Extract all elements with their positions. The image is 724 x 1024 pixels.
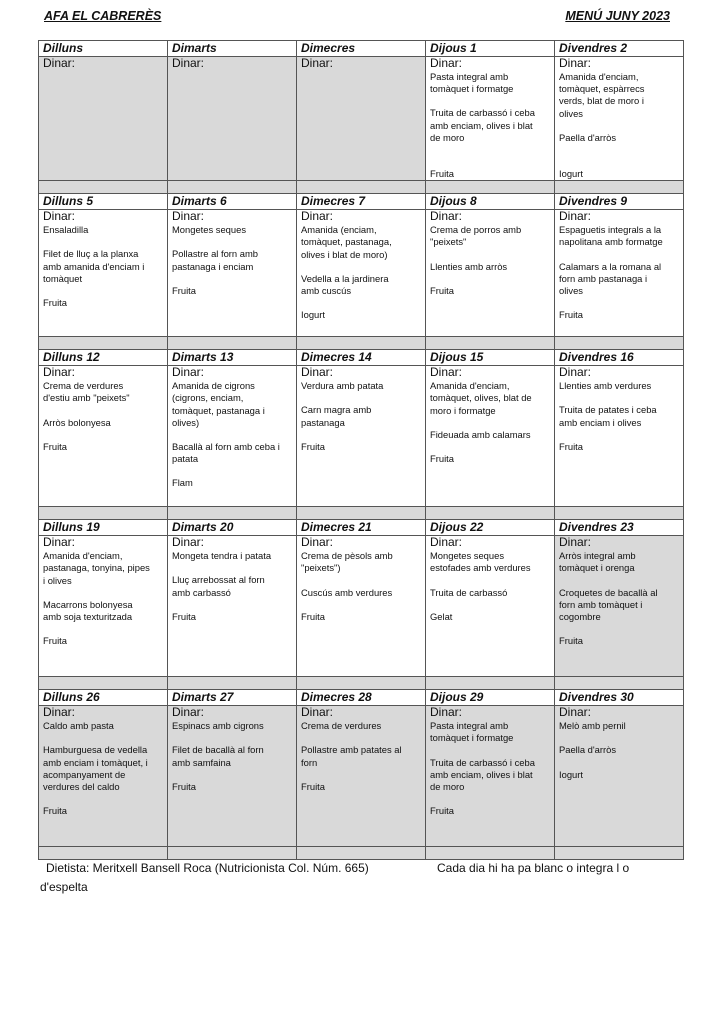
menu-dish: Filet de lluç a la planxa amb amanida d'enciam i tomàquet: [43, 248, 145, 284]
item-spacer: [430, 599, 551, 611]
menu-dish: Paella d'arròs: [559, 131, 617, 143]
day-menu-cell: [555, 706, 684, 847]
menu-dish: Lluç arrebossat al forn amb carbassó: [172, 574, 265, 598]
item-spacer: [301, 429, 422, 441]
week-menu-row: [39, 210, 684, 337]
separator-cell: [39, 181, 168, 194]
day-menu-cell: [555, 366, 684, 507]
day-name: Divendres 30: [555, 690, 684, 706]
separator-cell: [297, 507, 426, 520]
dinar-label: Dinar:: [559, 56, 592, 70]
menu-dish: Crema de pèsols amb "peixets"): [301, 550, 393, 574]
day-menu-cell: [555, 57, 684, 181]
separator-cell: [168, 337, 297, 350]
day-name: Dijous 15: [426, 350, 555, 366]
menu-dish: Croquetes de bacallà al forn amb tomàquet i cogombre: [559, 586, 658, 623]
menu-table: [38, 40, 684, 860]
item-spacer: [172, 273, 293, 285]
item-spacer: [559, 392, 680, 404]
menu-dish: Cuscús amb verdures: [301, 586, 393, 598]
day-name: Dijous 22: [426, 520, 555, 536]
menu-dish: Fruita: [172, 610, 196, 622]
separator-cell: [426, 677, 555, 690]
item-spacer: [430, 417, 551, 429]
menu-dish: Paella d'arròs: [559, 744, 617, 756]
day-menu-cell: [297, 536, 426, 677]
day-menu-cell: [555, 210, 684, 337]
menu-dish: Pollastre amb patates al forn: [301, 744, 402, 768]
menu-dish: Iogurt: [559, 768, 583, 780]
separator-cell: [426, 337, 555, 350]
item-spacer: [301, 575, 422, 587]
menu-dish: Espaguetis integrals a la napolitana amb formatge: [559, 224, 663, 248]
separator-cell: [39, 847, 168, 860]
week-separator-row: [39, 181, 684, 194]
menu-dish: Fruita: [430, 168, 454, 180]
item-spacer: [430, 249, 551, 261]
week-separator-row: [39, 507, 684, 520]
day-menu-cell: [168, 706, 297, 847]
item-spacer: [43, 732, 164, 744]
dinar-label: Dinar:: [430, 56, 463, 70]
separator-cell: [297, 847, 426, 860]
item-spacer: [430, 144, 551, 156]
item-spacer: [559, 249, 680, 261]
item-spacer: [172, 429, 293, 441]
day-menu-cell: [426, 366, 555, 507]
separator-cell: [426, 507, 555, 520]
menu-dish: Flam: [172, 477, 193, 489]
day-menu-cell: [168, 366, 297, 507]
week-menu-row: [39, 536, 684, 677]
item-spacer: [559, 144, 680, 156]
menu-dish: Truita de carbassó i ceba amb enciam, olives i blat de moro: [430, 107, 535, 143]
menu-dish: Truita de patates i ceba amb enciam i olives: [559, 404, 657, 428]
separator-cell: [168, 847, 297, 860]
week-menu-row: [39, 706, 684, 847]
menu-dish: Fruita: [430, 805, 454, 817]
day-menu-cell: [426, 536, 555, 677]
day-menu-cell: [39, 706, 168, 847]
menu-dish: Fruita: [43, 440, 67, 452]
day-menu-cell: [168, 57, 297, 181]
menu-dish: Iogurt: [559, 168, 583, 180]
day-name: Dilluns 5: [39, 194, 168, 210]
item-spacer: [172, 599, 293, 611]
menu-dish: Gelat: [430, 610, 453, 622]
menu-dish: Fruita: [430, 284, 454, 296]
dinar-label: Dinar:: [301, 56, 334, 70]
week-day-header-row: [39, 350, 684, 366]
item-spacer: [43, 429, 164, 441]
menu-dish: Fruita: [559, 309, 583, 321]
separator-cell: [555, 507, 684, 520]
header-menu-title: MENÚ JUNY 2023: [565, 9, 670, 23]
menu-dish: Fruita: [559, 635, 583, 647]
day-name: Dimarts 20: [168, 520, 297, 536]
menu-dish: Crema de verdures d'estiu amb "peixets": [43, 380, 130, 404]
menu-dish: Fruita: [301, 780, 325, 792]
dinar-label: Dinar:: [301, 705, 334, 720]
item-spacer: [301, 599, 422, 611]
item-spacer: [43, 623, 164, 635]
dinar-label: Dinar:: [172, 209, 205, 224]
day-name: Dimecres: [297, 41, 426, 57]
separator-cell: [297, 181, 426, 194]
item-spacer: [430, 745, 551, 757]
menu-dish: Mongeta tendra i patata: [172, 550, 272, 562]
dinar-label: Dinar:: [172, 535, 205, 550]
item-spacer: [172, 769, 293, 781]
item-spacer: [430, 575, 551, 587]
day-menu-cell: [39, 536, 168, 677]
menu-dish: Melò amb pernil: [559, 720, 626, 732]
separator-cell: [555, 181, 684, 194]
menu-dish: Amanida (enciam, tomàquet, pastanaga, olives i blat de moro): [301, 224, 392, 260]
item-spacer: [172, 732, 293, 744]
day-name: Divendres 2: [555, 41, 684, 57]
menu-dish: Pasta integral amb tomàquet i formatge: [430, 720, 514, 744]
menu-dish: Filet de bacallà al forn amb samfaina: [172, 744, 264, 768]
day-name: Dimarts 27: [168, 690, 297, 706]
day-menu-cell: [168, 210, 297, 337]
dinar-label: Dinar:: [43, 705, 76, 720]
item-spacer: [43, 405, 164, 417]
day-menu-cell: [426, 210, 555, 337]
separator-cell: [555, 677, 684, 690]
dinar-label: Dinar:: [301, 535, 334, 550]
day-menu-cell: [297, 706, 426, 847]
day-name: Dijous 8: [426, 194, 555, 210]
week-menu-row: [39, 57, 684, 181]
day-name: Divendres 23: [555, 520, 684, 536]
day-menu-cell: [39, 210, 168, 337]
menu-dish: Fruita: [172, 780, 196, 792]
menu-dish: Arròs bolonyesa: [43, 416, 111, 428]
day-menu-cell: [297, 57, 426, 181]
day-name: Dimarts: [168, 41, 297, 57]
menu-dish: Fruita: [301, 610, 325, 622]
menu-dish: Crema de porros amb "peixets": [430, 224, 522, 248]
day-name: Divendres 16: [555, 350, 684, 366]
dinar-label: Dinar:: [559, 535, 592, 550]
menu-dish: Iogurt: [301, 309, 325, 321]
menu-dish: Fruita: [559, 440, 583, 452]
day-menu-cell: [39, 57, 168, 181]
menu-dish: Vedella a la jardinera amb cuscús: [301, 272, 389, 297]
item-spacer: [172, 562, 293, 574]
separator-cell: [39, 507, 168, 520]
separator-cell: [168, 507, 297, 520]
item-spacer: [301, 392, 422, 404]
separator-cell: [39, 337, 168, 350]
item-spacer: [43, 285, 164, 297]
week-separator-row: [39, 337, 684, 350]
separator-cell: [426, 181, 555, 194]
footer-bread-note: Cada dia hi ha pa blanc o integra l o: [437, 861, 630, 875]
dinar-label: Dinar:: [43, 56, 76, 70]
item-spacer: [430, 95, 551, 107]
item-spacer: [301, 297, 422, 309]
item-spacer: [43, 793, 164, 805]
menu-dish: Amanida d'enciam, tomàquet, espàrrecs verds, blat de moro i olives: [559, 71, 645, 119]
week-menu-row: [39, 366, 684, 507]
day-menu-cell: [297, 366, 426, 507]
day-menu-cell: [297, 210, 426, 337]
separator-cell: [426, 847, 555, 860]
day-name: Dimecres 28: [297, 690, 426, 706]
day-menu-cell: [39, 366, 168, 507]
separator-cell: [555, 337, 684, 350]
menu-dish: Amanida de cigrons (cigrons, enciam, tomàquet, pastanaga i olives): [172, 380, 265, 428]
day-name: Dijous 29: [426, 690, 555, 706]
item-spacer: [172, 465, 293, 477]
dinar-label: Dinar:: [172, 365, 205, 380]
separator-cell: [39, 677, 168, 690]
dinar-label: Dinar:: [43, 535, 76, 550]
dinar-label: Dinar:: [301, 209, 334, 224]
week-day-header-row: [39, 41, 684, 57]
dinar-label: Dinar:: [430, 705, 463, 720]
dinar-label: Dinar:: [43, 209, 76, 224]
dinar-label: Dinar:: [559, 209, 592, 224]
menu-dish: Caldo amb pasta: [43, 720, 114, 732]
item-spacer: [301, 261, 422, 273]
item-spacer: [559, 575, 680, 587]
separator-cell: [297, 337, 426, 350]
menu-dish: Arròs integral amb tomàquet i orenga: [559, 550, 636, 574]
day-menu-cell: [426, 57, 555, 181]
day-name: Dimarts 13: [168, 350, 297, 366]
menu-dish: Fruita: [430, 453, 454, 465]
day-name: Dilluns: [39, 41, 168, 57]
menu-dish: Fideuada amb calamars: [430, 428, 531, 440]
item-spacer: [559, 120, 680, 132]
day-name: Dimecres 21: [297, 520, 426, 536]
item-spacer: [301, 732, 422, 744]
menu-dish: Fruita: [301, 440, 325, 452]
item-spacer: [43, 236, 164, 248]
dinar-label: Dinar:: [43, 365, 76, 380]
week-day-header-row: [39, 194, 684, 210]
menu-dish: Verdura amb patata: [301, 380, 384, 392]
day-name: Dimecres 14: [297, 350, 426, 366]
item-spacer: [430, 441, 551, 453]
dinar-label: Dinar:: [430, 209, 463, 224]
week-day-header-row: [39, 520, 684, 536]
item-spacer: [430, 156, 551, 168]
day-name: Divendres 9: [555, 194, 684, 210]
menu-dish: Crema de verdures: [301, 720, 382, 732]
menu-dish: Llenties amb verdures: [559, 380, 652, 392]
menu-dish: Macarrons bolonyesa amb soja texturitzada: [43, 598, 133, 623]
dinar-label: Dinar:: [301, 365, 334, 380]
menu-dish: Llenties amb arròs: [430, 260, 508, 272]
menu-dish: Carn magra amb pastanaga: [301, 404, 372, 428]
footer-bread-note-cont: d'espelta: [40, 880, 88, 894]
menu-dish: Bacallà al forn amb ceba i patata: [172, 441, 280, 465]
dinar-label: Dinar:: [559, 705, 592, 720]
day-name: Dilluns 12: [39, 350, 168, 366]
separator-cell: [555, 847, 684, 860]
dinar-label: Dinar:: [172, 705, 205, 720]
item-spacer: [559, 429, 680, 441]
week-day-header-row: [39, 690, 684, 706]
menu-dish: Truita de carbassó i ceba amb enciam, olives i blat de moro: [430, 756, 535, 793]
item-spacer: [559, 156, 680, 168]
menu-dish: Amanida d'enciam, pastanaga, tonyina, pipes i olives: [43, 550, 150, 586]
item-spacer: [559, 732, 680, 744]
item-spacer: [559, 757, 680, 769]
item-spacer: [172, 236, 293, 248]
day-menu-cell: [426, 706, 555, 847]
item-spacer: [430, 793, 551, 805]
separator-cell: [168, 181, 297, 194]
menu-dish: Mongetes seques estofades amb verdures: [430, 550, 531, 574]
footer-dietitian: Dietista: Meritxell Bansell Roca (Nutricionista Col. Núm. 665): [46, 861, 369, 875]
item-spacer: [559, 623, 680, 635]
day-name: Dimarts 6: [168, 194, 297, 210]
day-name: Dijous 1: [426, 41, 555, 57]
menu-dish: Mongetes seques: [172, 224, 247, 236]
menu-dish: Espinacs amb cigrons: [172, 720, 264, 732]
separator-cell: [168, 677, 297, 690]
menu-dish: Amanida d'enciam, tomàquet, olives, blat de moro i formatge: [430, 380, 532, 416]
menu-dish: Calamars a la romana al forn amb pastanaga i olives: [559, 260, 662, 297]
separator-cell: [297, 677, 426, 690]
week-separator-row: [39, 677, 684, 690]
menu-dish: Pasta integral amb tomàquet i formatge: [430, 71, 514, 95]
item-spacer: [430, 273, 551, 285]
menu-dish: Fruita: [172, 284, 196, 296]
week-separator-row: [39, 847, 684, 860]
dinar-label: Dinar:: [172, 56, 205, 70]
menu-dish: Pollastre al forn amb pastanaga i enciam: [172, 248, 258, 272]
menu-dish: Truita de carbassó: [430, 586, 508, 598]
menu-dish: Fruita: [43, 297, 67, 309]
day-name: Dimecres 7: [297, 194, 426, 210]
dinar-label: Dinar:: [430, 365, 463, 380]
day-menu-cell: [168, 536, 297, 677]
menu-dish: Ensaladilla: [43, 224, 89, 236]
day-name: Dilluns 26: [39, 690, 168, 706]
item-spacer: [301, 769, 422, 781]
day-menu-cell: [555, 536, 684, 677]
item-spacer: [43, 587, 164, 599]
item-spacer: [559, 297, 680, 309]
menu-dish: Fruita: [43, 635, 67, 647]
menu-dish: Fruita: [43, 805, 67, 817]
menu-dish: Hamburguesa de vedella amb enciam i tomàquet, i acompanyament de verdures del caldo: [43, 744, 148, 793]
header-school-name: AFA EL CABRERÈS: [44, 9, 162, 23]
dinar-label: Dinar:: [559, 365, 592, 380]
dinar-label: Dinar:: [430, 535, 463, 550]
day-name: Dilluns 19: [39, 520, 168, 536]
